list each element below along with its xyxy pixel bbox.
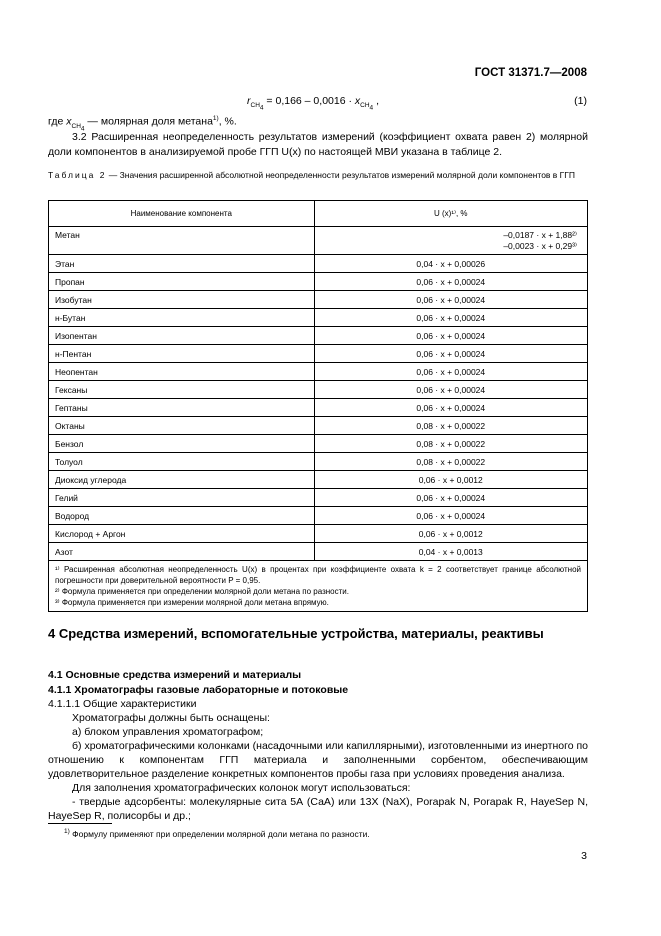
uncertainty-value: 0,08 · x + 0,00022	[314, 435, 587, 453]
list-item-b: б) хроматографическими колонками (насадочными или капиллярными), изготовленными из инертного по отношению к компонентам ГГП материала и заполненными сорбентом, обеспечивающим удовлетворительное разделение конкретных компонентов пробы газа при условиях проведения анализа.	[48, 740, 588, 780]
formula-number: (1)	[574, 95, 587, 107]
component-name: Диоксид углерода	[49, 471, 315, 489]
component-name: Гексаны	[49, 381, 315, 399]
uncertainty-value: 0,06 · x + 0,00024	[314, 291, 587, 309]
footnote-separator	[48, 823, 112, 824]
where-clause: где $x_{CH_4}$ — молярная доля метана$^{1)}$, %.	[48, 115, 237, 132]
uncertainty-value: 0,06 · x + 0,00024	[314, 381, 587, 399]
table-caption: Таблица 2 — Значения расширенной абсолютной неопределенности результатов измерений молярной доли компонентов в ГГП	[48, 170, 575, 180]
page-number: 3	[581, 850, 587, 862]
table-row	[49, 417, 588, 435]
table-row	[49, 273, 588, 291]
component-name: Октаны	[49, 417, 315, 435]
table-row	[49, 381, 588, 399]
component-name: Водород	[49, 507, 315, 525]
document-code: ГОСТ 31371.7—2008	[474, 67, 587, 79]
component-name: Метан	[49, 227, 315, 255]
uncertainty-value: 0,06 · x + 0,0012	[314, 525, 587, 543]
uncertainty-table	[48, 200, 588, 612]
table-row	[49, 543, 588, 561]
list-item-a: а) блоком управления хроматографом;	[72, 726, 264, 738]
table-row	[49, 507, 588, 525]
component-name: Этан	[49, 255, 315, 273]
footnote: $^{1)}$ Формулу применяют при определении молярной доли метана по разности.	[64, 828, 370, 839]
table-notes	[49, 561, 588, 612]
uncertainty-value: 0,08 · x + 0,00022	[314, 453, 587, 471]
component-name: Бензол	[49, 435, 315, 453]
section-4-title: 4 Средства измерений, вспомогательные устройства, материалы, реактивы	[48, 626, 544, 641]
uncertainty-value: 0,06 · x + 0,00024	[314, 363, 587, 381]
uncertainty-value: 0,06 · x + 0,00024	[314, 507, 587, 525]
uncertainty-value: 0,08 · x + 0,00022	[314, 417, 587, 435]
component-name: Неопентан	[49, 363, 315, 381]
component-name: Гептаны	[49, 399, 315, 417]
paragraph-fill: Для заполнения хроматографических колонок могут использоваться:	[72, 782, 411, 794]
paragraph-3-2: 3.2 Расширенная неопределенность результатов измерений (коэффициент охвата равен 2) молярной доли компонентов в анализируемой пробе ГГП U(x) по настоящей МВИ указана в таблице 2.	[48, 131, 588, 158]
table-note-2: ²⁾ Формула применяется при определении молярной доли метана по разности.	[55, 587, 349, 596]
paragraph-equipped: Хроматографы должны быть оснащены:	[72, 712, 270, 724]
table-header-row	[49, 201, 588, 227]
table-note-1: ¹⁾ Расширенная абсолютная неопределенность U(x) в процентах при коэффициенте охвата k = 2 соответствует границе абсолютной погрешности при доверительной вероятности P = 0,95.	[55, 565, 581, 585]
uncertainty-value: 0,04 · x + 0,00026	[314, 255, 587, 273]
list-item-adsorbents: - твердые адсорбенты: молекулярные сита 5А (СаА) или 13Х (NaX), Porapak N, Porapak R, HayeSep N, HayeSep R, полисорбы и др.;	[48, 796, 588, 822]
uncertainty-value: 0,04 · x + 0,0013	[314, 543, 587, 561]
uncertainty-value: 0,06 · x + 0,0012	[314, 471, 587, 489]
table-row	[49, 435, 588, 453]
component-name: Пропан	[49, 273, 315, 291]
table-row	[49, 255, 588, 273]
uncertainty-value: 0,06 · x + 0,00024	[314, 489, 587, 507]
heading-4-1: 4.1 Основные средства измерений и материалы	[48, 669, 302, 681]
component-name: н-Пентан	[49, 345, 315, 363]
heading-4-1-1: 4.1.1 Хроматографы газовые лабораторные и потоковые	[48, 684, 349, 696]
component-name: Гелий	[49, 489, 315, 507]
uncertainty-value: 0,06 · x + 0,00024	[314, 327, 587, 345]
table-row	[49, 489, 588, 507]
table-row	[49, 291, 588, 309]
table-row	[49, 471, 588, 489]
component-name: Толуол	[49, 453, 315, 471]
column-header-component: Наименование компонента	[49, 201, 315, 227]
table-row	[49, 363, 588, 381]
table-notes-row	[49, 561, 588, 612]
component-name: н-Бутан	[49, 309, 315, 327]
uncertainty-value: 0,06 · x + 0,00024	[314, 399, 587, 417]
heading-4-1-1-1: 4.1.1.1 Общие характеристики	[48, 698, 197, 710]
uncertainty-value: 0,06 · x + 0,00024	[314, 273, 587, 291]
uncertainty-value: 0,06 · x + 0,00024	[314, 309, 587, 327]
formula-expression: $r_{CH_4} = 0,166 - 0,0016 \cdot x_{CH_4}$ ,	[247, 95, 379, 112]
table-row	[49, 309, 588, 327]
table-row	[49, 453, 588, 471]
component-name: Изобутан	[49, 291, 315, 309]
table-row	[49, 525, 588, 543]
table-note-3: ³⁾ Формула применяется при измерении молярной доли метана впрямую.	[55, 598, 329, 607]
table-row	[49, 345, 588, 363]
component-name: Азот	[49, 543, 315, 561]
uncertainty-value: –0,0187 · x + 1,88²⁾ –0,0023 · x + 0,29³⁾	[314, 227, 587, 255]
column-header-uncertainty: U (x)¹⁾, %	[314, 201, 587, 227]
table-row	[49, 399, 588, 417]
component-name: Изопентан	[49, 327, 315, 345]
uncertainty-value: 0,06 · x + 0,00024	[314, 345, 587, 363]
table-row	[49, 327, 588, 345]
table-row	[49, 227, 588, 255]
component-name: Кислород + Аргон	[49, 525, 315, 543]
